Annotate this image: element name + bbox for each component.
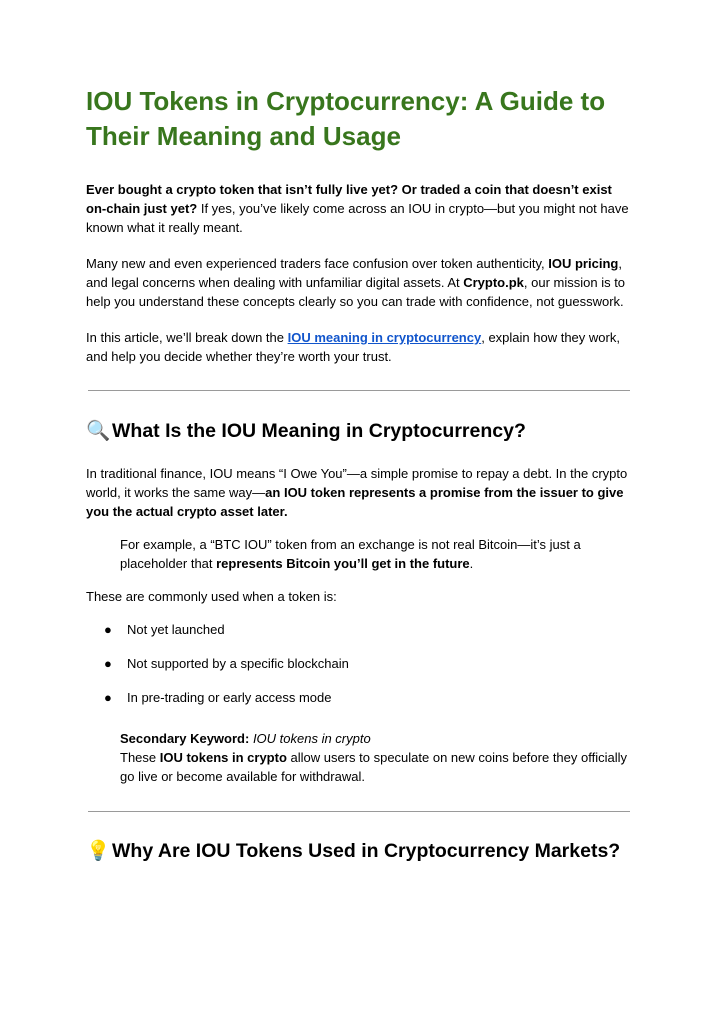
lightbulb-icon: 💡 (86, 840, 111, 862)
bold-keyword: IOU tokens in crypto (159, 750, 287, 765)
text-span: In this article, we’ll break down the (86, 330, 288, 345)
overview-paragraph (86, 328, 634, 366)
text-span: For example, a “BTC IOU” token from an exchange is not real Bitcoin—it’s just a placeholder that (120, 537, 581, 571)
section-heading-why-used (86, 838, 634, 865)
text-span: In traditional finance, IOU means “I Owe You”—a simple promise to repay a debt. In the crypto world, it works the same way— (86, 466, 628, 500)
intro-bold-lead: Ever bought a crypto token that isn’t fully live yet? Or traded a coin that doesn’t exist on-chain just yet? (86, 182, 612, 216)
intro-paragraph (86, 180, 634, 237)
bold-crypto-pk: Crypto.pk (463, 275, 524, 290)
list-item-text: In pre-trading or early access mode (127, 690, 332, 705)
list-intro: These are commonly used when a token is: (86, 589, 337, 604)
text-span: allow users to speculate on new coins before they officially go live or become available for withdrawal. (120, 750, 628, 784)
bullet-icon: ● (104, 656, 112, 671)
intro-rest: If yes, you’ve likely come across an IOU in crypto—but you might not have known what it really meant. (86, 201, 629, 235)
section-divider (88, 811, 630, 812)
text-span: , and legal concerns when dealing with unfamiliar digital assets. At (86, 256, 622, 290)
definition-paragraph (86, 464, 634, 521)
keyword-label: Secondary Keyword: (120, 731, 250, 746)
bold-iou-pricing: IOU pricing (548, 256, 619, 271)
text-span: Many new and even experienced traders face confusion over token authenticity, (86, 256, 549, 271)
document-page (0, 84, 720, 1015)
keyword-value: IOU tokens in crypto (249, 731, 371, 746)
bold-example: represents Bitcoin you’ll get in the future (216, 556, 470, 571)
example-paragraph (120, 535, 634, 573)
text-span: These (120, 750, 160, 765)
page-title: IOU Tokens in Cryptocurrency: A Guide to Their Meaning and Usage (86, 86, 606, 151)
list-item (86, 688, 634, 707)
magnifier-icon: 🔍 (86, 420, 111, 442)
secondary-keyword-line (120, 729, 634, 748)
iou-meaning-link[interactable]: IOU meaning in cryptocurrency (287, 330, 482, 345)
bullet-icon: ● (104, 622, 112, 637)
text-span: , our mission is to help you understand these concepts clearly so you can trade with confidence, not guesswork. (86, 275, 626, 309)
list-item (86, 654, 634, 673)
section-divider (88, 390, 630, 391)
heading-text: What Is the IOU Meaning in Cryptocurrency? (112, 420, 526, 442)
list-item-text: Not yet launched (127, 622, 225, 637)
section-heading-iou-meaning (86, 418, 634, 445)
bullet-icon: ● (104, 690, 112, 705)
heading-text: Why Are IOU Tokens Used in Cryptocurrency Markets? (112, 840, 621, 862)
usage-list (86, 620, 634, 707)
bold-definition: an IOU token represents a promise from the issuer to give you the actual crypto asset later. (86, 485, 624, 519)
list-item (86, 620, 634, 639)
mission-paragraph (86, 254, 634, 311)
text-span: . (469, 556, 474, 571)
keyword-paragraph (120, 748, 634, 786)
list-item-text: Not supported by a specific blockchain (127, 656, 349, 671)
text-span: , explain how they work, and help you decide whether they’re worth your trust. (86, 330, 620, 364)
